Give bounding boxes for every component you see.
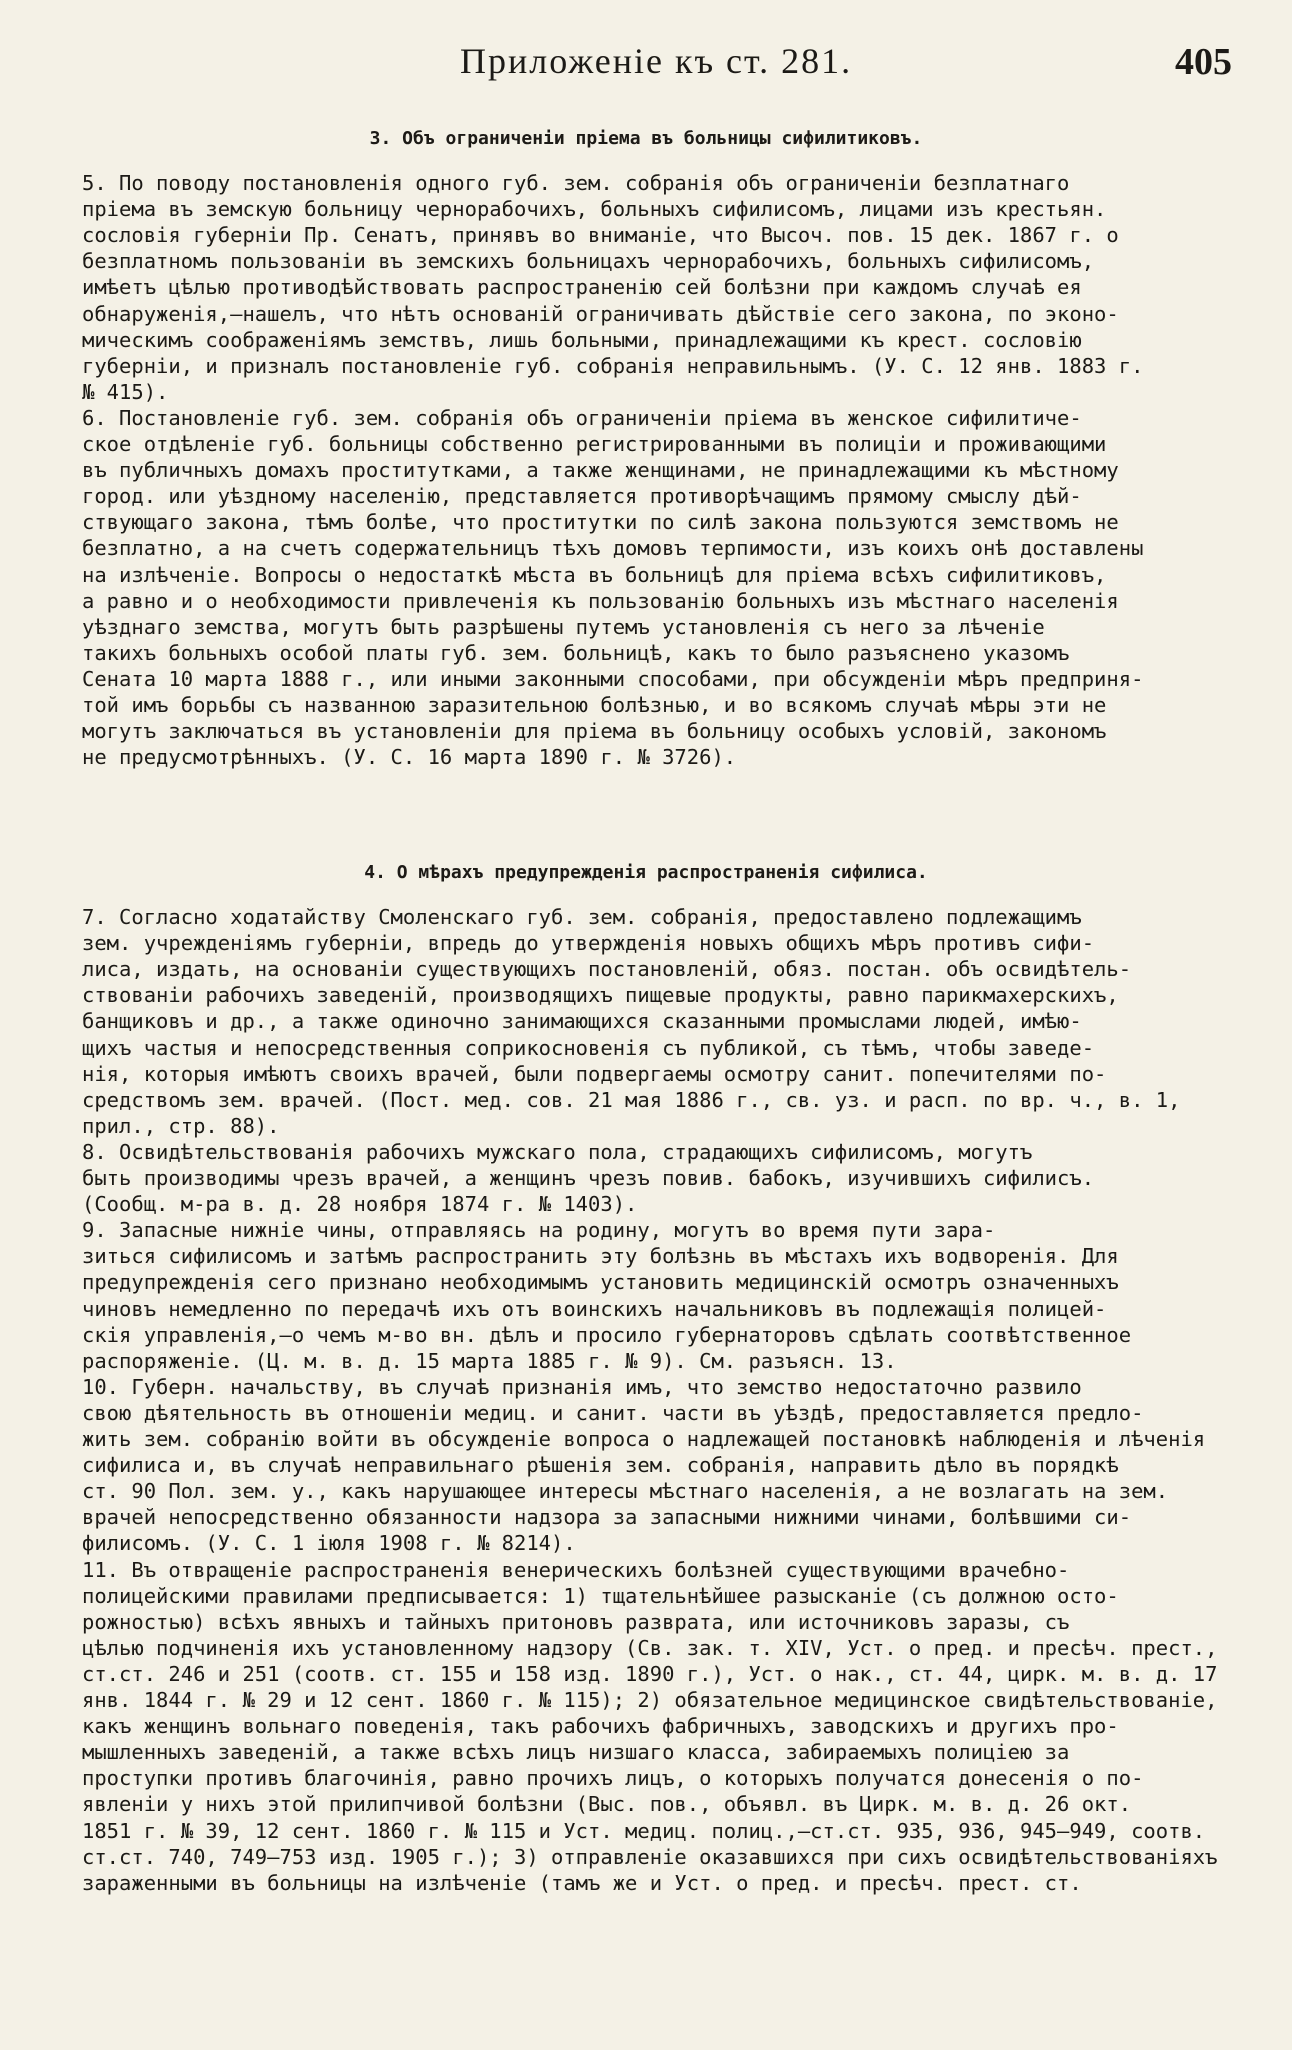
text-line: предупрежденія сего признано необходимымъ установить медицинскій осмотръ означенныхъ (82, 1270, 1119, 1295)
text-line: на излѣченіе. Вопросы о недостаткѣ мѣста въ больницѣ для пріема всѣхъ сифилитиковъ, (82, 562, 1107, 587)
text-line: быть производимы чрезъ врачей, а женщинъ чрезъ повив. бабокъ, изучившихъ сифилисъ. (82, 1166, 1095, 1190)
text-line: 1851 г. № 39, 12 сент. 1860 г. № 115 и Уст. медиц. полиц.,—ст.ст. 935, 936, 945—949, соотв. (82, 1818, 1206, 1843)
text-line: въ публичныхъ домахъ проститутками, а также женщинами, не принадлежащими къ мѣстному (82, 458, 1119, 483)
text-line: такихъ больныхъ особой платы губ. зем. больницѣ, какъ то было разъяснено указомъ (82, 640, 1070, 665)
text-line: лиса, издать, на основаніи существующихъ постановленій, обяз. постан. объ освидѣтель- (82, 957, 1132, 982)
text-line: прил., стр. 88). (82, 1113, 280, 1138)
text-line: средствомъ зем. врачей. (Пост. мед. сов. 21 мая 1886 г., св. уз. и расп. по вр. ч., в. 1, (82, 1087, 1181, 1112)
text-line: зиться сифилисомъ и затѣмъ распространить эту болѣзнь въ мѣстахъ ихъ водворенія. Для (82, 1244, 1119, 1269)
text-line: 10. Губерн. начальству, въ случаѣ признанія имъ, что земство недостаточно развило (82, 1374, 1082, 1399)
section-heading: 3. Объ ограниченіи пріема въ больницы сифилитиковъ. (369, 128, 923, 149)
text-line: ст. 90 Пол. зем. у., какъ нарушающее интересы мѣстнаго населенія, а не возлагать на зем. (82, 1479, 1169, 1504)
text-line: губерніи, и призналъ постановленіе губ. собранія неправильнымъ. (У. С. 12 янв. 1883 г. (82, 353, 1144, 378)
text-line: ствованіи рабочихъ заведеній, производящихъ пищевые продукты, равно парикмахерскихъ, (82, 983, 1119, 1008)
text-line: проступки противъ благочинія, равно прочихъ лицъ, о которыхъ получатся донесенія о по- (82, 1766, 1144, 1791)
text-line: филисомъ. (У. С. 1 іюля 1908 г. № 8214). (82, 1531, 576, 1556)
text-line: 8. Освидѣтельствованія рабочихъ мужскаго пола, страдающихъ сифилисомъ, могутъ (82, 1139, 1033, 1164)
text-line: ст.ст. 740, 749—753 изд. 1905 г.); 3) отправленіе оказавшихся при сихъ освидѣтельствованіяхъ (82, 1844, 1218, 1869)
text-line: распоряженіе. (Ц. м. в. д. 15 марта 1885 г. № 9). См. разъясн. 13. (82, 1348, 897, 1373)
text-line: банщиковъ и др., а также одиночно занимающихся сказанными промыслами людей, имѣю- (82, 1009, 1082, 1034)
text-line: сословія губерніи Пр. Сенатъ, принявъ во вниманіе, что Высоч. пов. 15 дек. 1867 г. о (82, 223, 1119, 248)
text-line: 6. Постановленіе губ. зем. собранія объ ограниченіи пріема въ женское сифилитиче- (82, 405, 1082, 430)
text-line: уѣзднаго земства, могутъ быть разрѣшены путемъ установленія съ него за лѣченіе (82, 614, 1045, 639)
text-line: нія, которыя имѣютъ своихъ врачей, были подвергаемы осмотру санит. попечителями по- (82, 1061, 1107, 1086)
section-heading: 4. О мѣрахъ предупрежденія распространенія сифилиса. (364, 862, 928, 883)
text-line: рожностью) всѣхъ явныхъ и тайныхъ притоновъ разврата, или источниковъ заразы, съ (82, 1609, 1070, 1634)
text-line: цѣлью подчиненія ихъ установленному надзору (Св. зак. т. XIV, Уст. о пред. и пресѣч. прест., (82, 1635, 1218, 1660)
text-line: зем. учрежденіямъ губерніи, впредь до утвержденія новыхъ общихъ мѣръ противъ сифи- (82, 931, 1095, 956)
text-line: янв. 1844 г. № 29 и 12 сент. 1860 г. № 115); 2) обязательное медицинское свидѣтельствованіе, (82, 1688, 1218, 1712)
text-line: ское отдѣленіе губ. больницы собственно регистрированными въ полиціи и проживающими (82, 432, 1107, 456)
text-line: а равно и о необходимости привлеченія къ пользованію больныхъ изъ мѣстнаго населенія (82, 588, 1119, 613)
text-line: мышленныхъ заведеній, а также всѣхъ лицъ низшаго класса, забираемыхъ полиціею за (82, 1740, 1070, 1765)
running-head: Приложеніе къ ст. 281. (460, 41, 853, 81)
text-line: какъ женщинъ вольнаго поведенія, такъ рабочихъ фабричныхъ, заводскихъ и другихъ про- (82, 1714, 1119, 1739)
text-line: свою дѣятельность въ отношеніи медиц. и санит. части въ уѣздѣ, предоставляется предло- (82, 1400, 1144, 1425)
text-line: той имъ борьбы съ названною заразительною болѣзнью, и во всякомъ случаѣ мѣры эти не (82, 693, 1107, 717)
text-line: безплатномъ пользованіи въ земскихъ больницахъ чернорабочихъ, больныхъ сифилисомъ, (82, 249, 1095, 274)
text-line: зараженными въ больницы на излѣченіе (тамъ же и Уст. о пред. и пресѣч. прест. ст. (82, 1870, 1082, 1895)
text-line: пріема въ земскую больницу чернорабочихъ, больныхъ сифилисомъ, лицами изъ крестьян. (82, 197, 1107, 222)
text-line: полицейскими правилами предписывается: 1) тщательнѣйшее разысканіе (съ должною осто- (82, 1583, 1119, 1608)
text-line: скія управленія,—о чемъ м-во вн. дѣлъ и просило губернаторовъ сдѣлать соотвѣтственное (82, 1322, 1132, 1347)
text-line: ствующаго закона, тѣмъ болѣе, что проститутки по силѣ закона пользуются земствомъ не (82, 510, 1119, 535)
text-line: обнаруженія,—нашелъ, что нѣтъ основаній ограничивать дѣйствіе сего закона, по эконо- (82, 301, 1119, 326)
text-line: 5. По поводу постановленія одного губ. зем. собранія объ ограниченіи безплатнаго (82, 171, 1070, 195)
text-line: город. или уѣздному населенію, представляется противорѣчащимъ прямому смыслу дѣй- (82, 484, 1082, 509)
page-number: 405 (1175, 41, 1232, 83)
text-line: не предусмотрѣнныхъ. (У. С. 16 марта 1890 г. № 3726). (82, 745, 737, 770)
text-line: Сената 10 марта 1888 г., или иными законными способами, при обсужденіи мѣръ предприня- (82, 666, 1144, 691)
text-line: мическимъ соображеніямъ земствъ, лишь больными, принадлежащими къ крест. сословію (82, 327, 1082, 352)
text-line: ст.ст. 246 и 251 (соотв. ст. 155 и 158 изд. 1890 г.), Уст. о нак., ст. 44, цирк. м. в. д. 17 (82, 1661, 1218, 1686)
text-line: явленіи у нихъ этой прилипчивой болѣзни (Выс. пов., объявл. въ Цирк. м. в. д. 26 окт. (82, 1792, 1132, 1817)
text-line: 11. Въ отвращеніе распространенія венерическихъ болѣзней существующими врачебно- (82, 1557, 1070, 1582)
text-line: (Сообщ. м-ра в. д. 28 ноября 1874 г. № 1403). (82, 1192, 638, 1217)
text-line: сифилиса и, въ случаѣ неправильнаго рѣшенія зем. собранія, направить дѣло въ порядкѣ (82, 1453, 1119, 1478)
text-line: имѣетъ цѣлью противодѣйствовать распространенію сей болѣзни при каждомъ случаѣ ея (82, 275, 1082, 300)
text-line: могутъ заключаться въ установленіи для пріема въ больницу особыхъ условій, закономъ (82, 719, 1107, 744)
text-line: жить зем. собранію войти въ обсужденіе вопроса о надлежащей постановкѣ наблюденія и лѣченія (82, 1427, 1206, 1451)
text-line: 7. Согласно ходатайству Смоленскаго губ. зем. собранія, предоставлено подлежащимъ (82, 905, 1082, 929)
text-line: врачей непосредственно обязанности надзора за запасными нижними чинами, болѣвшими си- (82, 1505, 1132, 1530)
text-line: безплатно, а на счетъ содержательницъ тѣхъ домовъ терпимости, изъ коихъ онѣ доставлены (82, 536, 1144, 561)
text-line: 9. Запасные нижніе чины, отправляясь на родину, могутъ во время пути зара- (82, 1218, 996, 1243)
text-line: чиновъ немедленно по передачѣ ихъ отъ воинскихъ начальниковъ въ подлежащія полицей- (82, 1296, 1107, 1321)
text-line: № 415). (82, 379, 169, 404)
text-line: щихъ частыя и непосредственныя соприкосновенія съ публикой, съ тѣмъ, чтобы заведе- (82, 1035, 1095, 1060)
